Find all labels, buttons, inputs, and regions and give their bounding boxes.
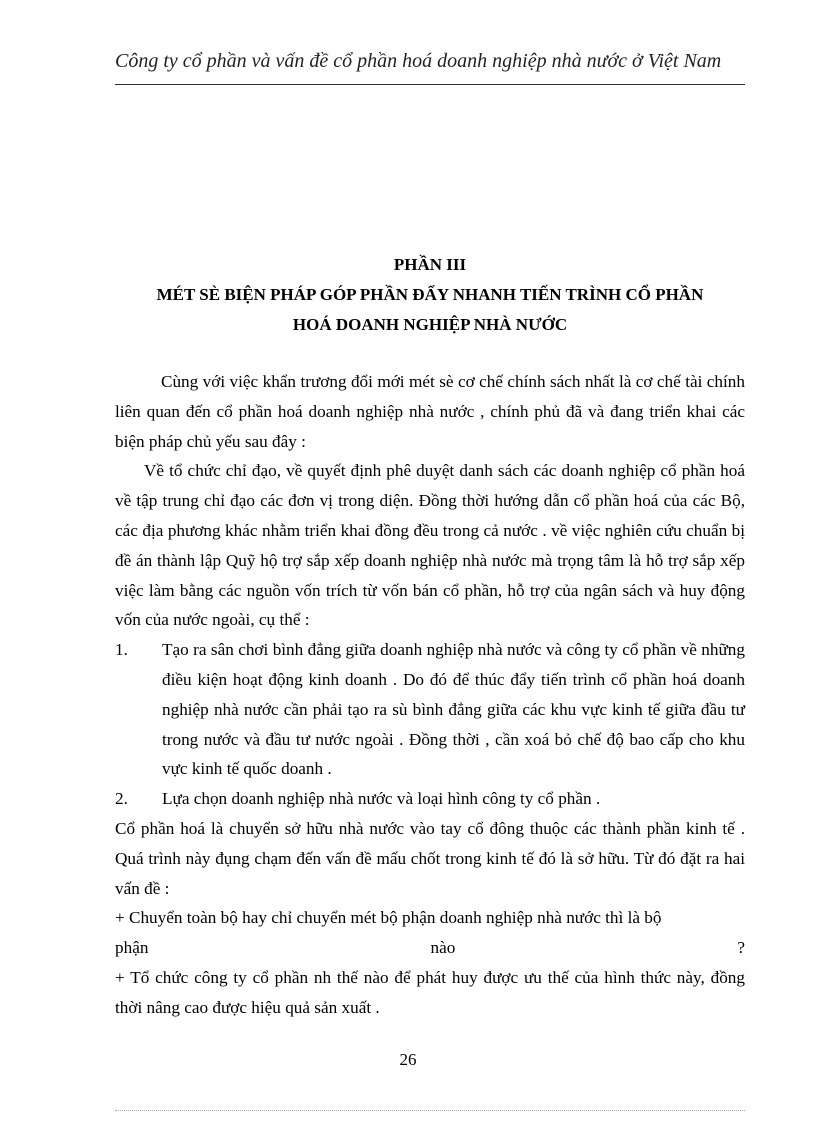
running-header: Công ty cổ phần và vấn đề cổ phần hoá doanh nghiệp nhà nước ở Việt Nam (115, 50, 722, 72)
body-text (115, 367, 745, 1023)
list-item-1 (115, 635, 745, 784)
page-number: 26 (399, 1050, 417, 1069)
header-divider (115, 84, 745, 85)
list-item-2-text: Lựa chọn doanh nghiệp nhà nước và loại hình công ty cổ phần . (162, 789, 601, 809)
section-heading (115, 250, 745, 340)
bullet-1-line-1: + Chuyển toàn bộ hay chỉ chuyển mét bộ phận doanh nghiệp nhà nước thì là bộ (115, 908, 662, 928)
list-number-1: 1. (115, 640, 128, 660)
bullet-1-word-2: nào (430, 938, 456, 958)
intro-paragraph: Cùng với việc khẩn trương đổi mới mét sè cơ chế chính sách nhất là cơ chế tài chính liên quan đến cổ phần hoá doanh nghiệp nhà nước , chính phủ đã và đang triển khai các biện pháp chủ yếu sau đây : (115, 372, 745, 451)
bullet-2: + Tổ chức công ty cổ phần nh thế nào để phát huy được ưu thế của hình thức này, đồng thời nâng cao được hiệu quả sản xuất . (115, 967, 745, 1017)
bullet-1-word-3: ? (737, 938, 745, 958)
section-title-line-1: MÉT SÈ BIỆN PHÁP GÓP PHẦN ĐẨY NHANH TIẾN TRÌNH CỔ PHẦN (156, 285, 704, 304)
list-number-2: 2. (115, 789, 128, 809)
part-label: PHẦN III (393, 255, 467, 274)
paragraph-organization: Về tổ chức chỉ đạo, về quyết định phê duyệt danh sách các doanh nghiệp cổ phần hoá về tập trung chỉ đạo các đơn vị trong diện. Đồng thời hướng dẫn cổ phần hoá của các Bộ, các địa phương khác nhằm triển khai đồng đều trong cả nước . về việc nghiên cứu chuẩn bị đề án thành lập Quỹ hộ trợ sắp xếp doanh nghiệp nhà nước mà trọng tâm là hỗ trợ sắp xếp việc làm bằng các nguồn vốn trích từ vốn bán cổ phần, hỗ trợ của ngân sách và huy động vốn của nước ngoài, cụ thể : (115, 461, 745, 630)
bullet-1-word-1: phận (115, 938, 149, 958)
list-item-2 (115, 784, 745, 814)
bullet-1-line-2 (115, 933, 745, 963)
footer-divider (115, 1110, 745, 1111)
paragraph-equitization: Cổ phần hoá là chuyển sở hữu nhà nước vào tay cổ đông thuộc các thành phần kinh tế . Quá trình này đụng chạm đến vấn đề mấu chốt trong kinh tế đó là sở hữu. Từ đó đặt ra hai vấn đề : (115, 818, 745, 898)
list-item-1-text: Tạo ra sân chơi bình đẳng giữa doanh nghiệp nhà nước và công ty cổ phần về những điều kiện hoạt động kinh doanh . Do đó để thúc đẩy tiến trình cổ phần hoá doanh nghiệp nhà nước cần phải tạo ra sù bình đẳng giữa các khu vực kinh tế giữa đầu tư trong nước và đầu tư nước ngoài . Đồng thời , cần xoá bỏ chế độ bao cấp cho khu vực kinh tế quốc doanh . (162, 640, 745, 779)
section-title-line-2: HOÁ DOANH NGHIỆP NHÀ NƯỚC (292, 315, 568, 334)
